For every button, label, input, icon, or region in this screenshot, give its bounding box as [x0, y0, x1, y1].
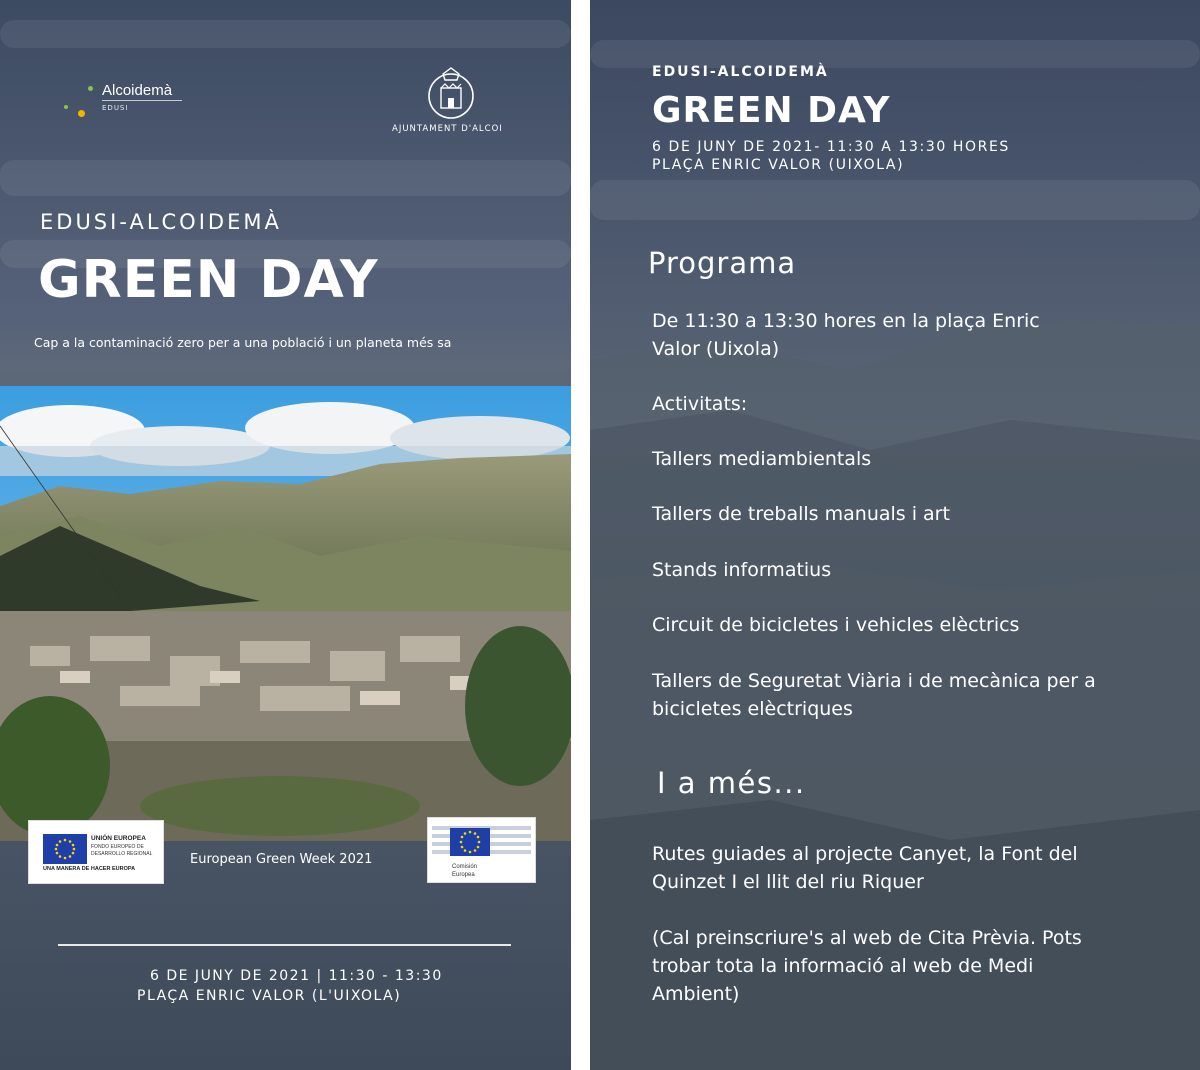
eu-feder-line2: DESARROLLO REGIONAL [91, 851, 153, 857]
program-item: Tallers de Seguretat Viària i de mecànica per a bicicletes elèctriques [652, 670, 1096, 720]
green-week-label: European Green Week 2021 [190, 852, 373, 867]
programa-heading: Programa [648, 246, 797, 280]
eu-feder-title: UNIÓN EUROPEA [91, 835, 146, 842]
european-commission-logo [427, 817, 536, 883]
cloud-band [590, 180, 1200, 220]
commission-caption-2: Europea [452, 872, 475, 878]
eu-feder-motto: UNA MANERA DE HACER EUROPA [43, 866, 136, 872]
eu-flag-icon [43, 834, 87, 864]
logo-dot [64, 105, 68, 109]
logo-divider [102, 100, 182, 101]
left-date-line: 6 DE JUNY DE 2021 | 11:30 - 13:30 [150, 968, 443, 984]
right-date-line: 6 DE JUNY DE 2021- 11:30 A 13:30 HORES [652, 139, 1010, 155]
program-item-routes: Rutes guiades al projecte Canyet, la Font del Quinzet I el llit del riu Riquer [652, 843, 1078, 893]
program-item: Stands informatius [652, 559, 832, 581]
left-place-line: PLAÇA ENRIC VALOR (L'UIXOLA) [137, 988, 402, 1004]
program-item-schedule: De 11:30 a 13:30 hores en la plaça Enric Valor (Uixola) [652, 310, 1040, 360]
left-tagline: Cap a la contaminació zero per a una població i un planeta més sa [34, 335, 452, 350]
left-kicker: EDUSI-ALCOIDEMÀ [40, 210, 282, 234]
program-item: Circuit de bicicletes i vehicles elèctrics [652, 614, 1020, 636]
right-title: GREEN DAY [652, 90, 891, 131]
logo-brand-text: Alcoidemà [102, 82, 173, 99]
cloud-band [0, 20, 571, 48]
left-flyer [0, 0, 571, 1070]
logo-dot [78, 110, 85, 117]
program-item-note: (Cal preinscriure's al web de Cita Prèvia. Pots trobar tota la informació al web de Medi Ambient) [652, 927, 1082, 1005]
commission-caption-1: Comisión [452, 864, 478, 870]
eu-feder-logo [28, 820, 164, 884]
program-item-activitats: Activitats: [652, 393, 748, 415]
cloud-band [0, 160, 571, 196]
council-shield-icon [428, 64, 474, 122]
council-label: AJUNTAMENT D'ALCOI [392, 124, 503, 134]
right-kicker: EDUSI-ALCOIDEMÀ [652, 64, 829, 80]
commission-building-icon [428, 818, 535, 882]
ames-heading: I a més... [657, 766, 806, 800]
logo-dot [88, 86, 93, 91]
alcoi-landscape-photo [0, 386, 571, 841]
right-place-line: PLAÇA ENRIC VALOR (UIXOLA) [652, 157, 905, 173]
program-item: Tallers mediambientals [652, 448, 872, 470]
logo-sub-text: EDUSI [102, 104, 129, 112]
program-item: Tallers de treballs manuals i art [652, 503, 950, 525]
eu-feder-line1: FONDO EUROPEO DE [91, 844, 144, 850]
left-title: GREEN DAY [38, 250, 379, 310]
divider-line [58, 944, 511, 946]
